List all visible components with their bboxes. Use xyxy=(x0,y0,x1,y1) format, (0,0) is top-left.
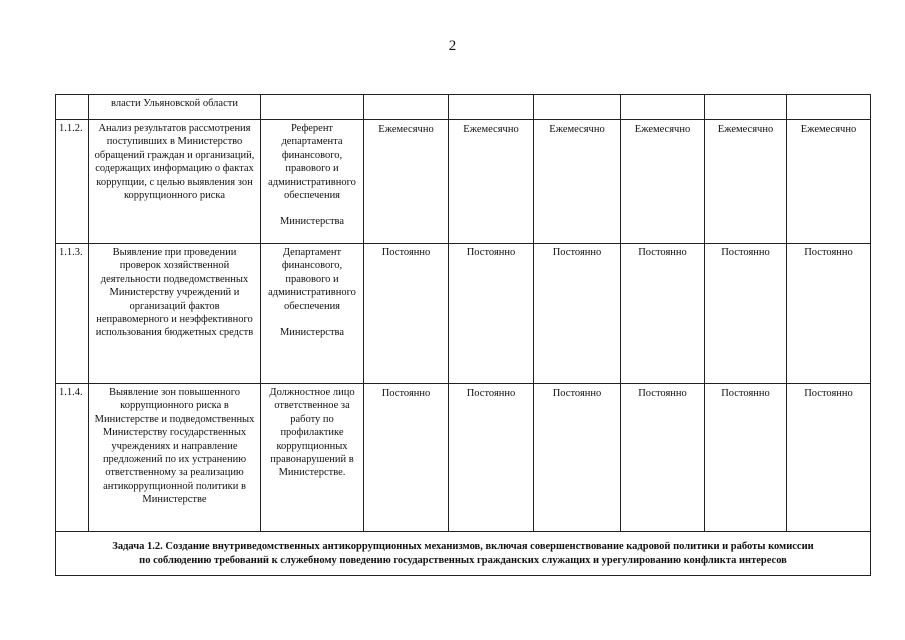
table-row xyxy=(56,384,871,532)
executor-cell xyxy=(261,95,364,120)
period-cell xyxy=(787,95,871,120)
period-cell xyxy=(364,95,449,120)
row-number-cell: 1.1.2. xyxy=(56,120,89,244)
table-row xyxy=(56,244,871,384)
activity-cell: Выявление зон повышенного коррупционного риска в Министерстве и подведомственных Министерству государственных учреждениях и направление предложений по их устранению ответственному за реализацию антикоррупционной политики в Министерстве xyxy=(89,384,261,532)
task-heading-line-1: Задача 1.2. Создание внутриведомственных антикоррупционных механизмов, включая совершенствование кадровой политики и работы комиссии xyxy=(112,540,814,552)
period-cell xyxy=(705,95,787,120)
row-number-cell: 1.1.3. xyxy=(56,244,89,384)
period-cell: Постоянно xyxy=(364,384,449,532)
executor-cell xyxy=(261,244,364,384)
executor-ministry: Министерства xyxy=(279,216,345,228)
activity-cell: власти Ульяновской области xyxy=(89,95,261,120)
period-cell: Постоянно xyxy=(534,384,621,532)
row-number-cell xyxy=(56,95,89,120)
period-cell: Постоянно xyxy=(787,384,871,532)
executor-cell xyxy=(261,384,364,532)
task-heading-line-2: по соблюдению требований к служебному поведению государственных гражданских служащих и урегулированию конфликта интересов xyxy=(139,554,787,566)
period-cell: Ежемесячно xyxy=(621,120,705,244)
period-cell: Постоянно xyxy=(449,384,534,532)
period-cell xyxy=(621,95,705,120)
task-row xyxy=(56,532,871,576)
period-cell: Ежемесячно xyxy=(705,120,787,244)
period-cell: Постоянно xyxy=(449,244,534,384)
period-cell xyxy=(449,95,534,120)
executor-org: Департамент финансового, правового и административного обеспечения xyxy=(268,247,356,312)
table-row xyxy=(56,120,871,244)
executor-ministry: Министерства xyxy=(279,327,345,339)
period-cell: Ежемесячно xyxy=(534,120,621,244)
executor-org: Референт департамента финансового, правового и административного обеспечения xyxy=(268,123,356,202)
plan-table xyxy=(55,94,871,576)
period-cell: Постоянно xyxy=(621,244,705,384)
period-cell: Постоянно xyxy=(534,244,621,384)
row-number-cell: 1.1.4. xyxy=(56,384,89,532)
table-row-continuation xyxy=(56,95,871,120)
period-cell xyxy=(534,95,621,120)
period-cell: Постоянно xyxy=(364,244,449,384)
period-cell: Ежемесячно xyxy=(787,120,871,244)
period-cell: Постоянно xyxy=(621,384,705,532)
period-cell: Ежемесячно xyxy=(449,120,534,244)
executor-cell xyxy=(261,120,364,244)
period-cell: Постоянно xyxy=(705,384,787,532)
page-number: 2 xyxy=(448,38,457,54)
period-cell: Постоянно xyxy=(787,244,871,384)
period-cell: Ежемесячно xyxy=(364,120,449,244)
activity-cell: Анализ результатов рассмотрения поступивших в Министерство обращений граждан и организаций, содержащих информацию о фактах коррупции, с целью выявления зон коррупционного риска xyxy=(89,120,261,244)
task-heading-cell xyxy=(56,532,871,576)
period-cell: Постоянно xyxy=(705,244,787,384)
executor-org: Должностное лицо ответственное за работу по профилактике коррупционных правонарушений в Министерстве. xyxy=(269,387,355,479)
activity-cell: Выявление при проведении проверок хозяйственной деятельности подведомственных Министерству учреждений и организаций фактов неправомерного и неэффективного использования бюджетных средств xyxy=(89,244,261,384)
